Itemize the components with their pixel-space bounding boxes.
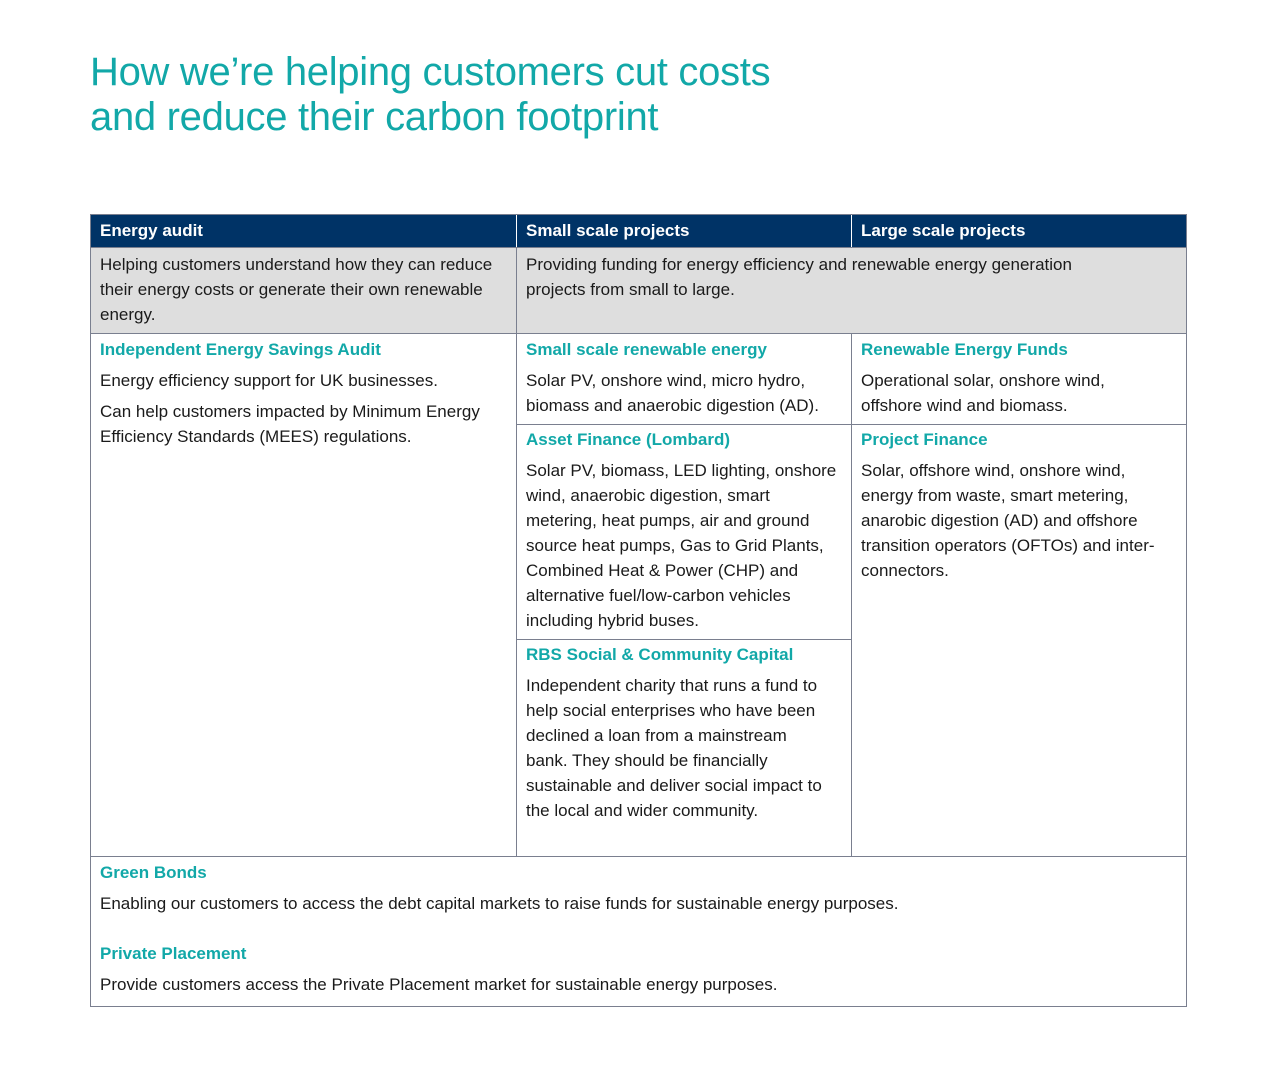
renewable-funds-title: Renewable Energy Funds [861,340,1068,359]
divider-col-1 [516,334,517,857]
audit-text-2: Can help customers impacted by Minimum Energy Efficiency Standards (MEES) regulations. [100,402,480,446]
renewable-funds-cell [852,338,1186,418]
green-bonds-text: Enabling our customers to access the debt capital markets to raise funds for sustainable energy purposes. [100,894,899,913]
audit-cell [91,338,517,449]
rbs-social-text: Independent charity that runs a fund to help social enterprises who have been declined a loan from a mainstream bank. They should be financially sustainable and deliver social impact to the local and wider community. [526,676,822,820]
asset-finance-text: Solar PV, biomass, LED lighting, onshore wind, anaerobic digestion, smart metering, heat pumps, air and ground source heat pumps, Gas to Grid Plants, Combined Heat & Power (CHP) and alternative fuel/low-carbon vehicles including hybrid buses. [526,461,837,630]
page-title-line-1: How we’re helping customers cut costs [90,50,771,94]
rbs-social-title: RBS Social & Community Capital [526,645,794,664]
project-finance-text: Solar, offshore wind, onshore wind, energy from waste, smart metering, anarobic digestion (AD) and offshore transition operators (OFTOs) and inter-connectors. [861,461,1155,580]
header-large-scale-projects: Large scale projects [852,215,1186,247]
divider-row-3 [517,639,852,640]
rbs-social-cell [517,643,852,823]
small-renewable-title: Small scale renewable energy [526,340,767,359]
asset-finance-cell [517,428,852,633]
renewable-funds-text: Operational solar, onshore wind, offshore wind and biomass. [861,371,1105,415]
intro-projects [517,247,1186,334]
page-title [90,50,770,140]
intro-energy-audit-text: Helping customers understand how they can reduce their energy costs or generate their own renewable energy. [100,255,493,324]
header-small-scale-projects: Small scale projects [517,215,852,247]
audit-text-1: Energy efficiency support for UK businesses. [100,371,438,390]
private-placement-title: Private Placement [100,944,247,963]
divider-row-2 [517,424,1186,425]
divider-col-2 [851,334,852,857]
funding-table [90,214,1187,1007]
small-renewable-cell [517,338,852,418]
private-placement-text: Provide customers access the Private Placement market for sustainable energy purposes. [100,975,778,994]
page-title-line-2: and reduce their carbon footprint [90,95,659,139]
project-finance-cell [852,428,1186,583]
bonds-placement-cell [91,861,1186,997]
header-energy-audit: Energy audit [91,215,517,247]
audit-title: Independent Energy Savings Audit [100,340,381,359]
intro-energy-audit [91,247,517,334]
divider-bottom-row [91,856,1186,857]
project-finance-title: Project Finance [861,430,988,449]
asset-finance-title: Asset Finance (Lombard) [526,430,731,449]
small-renewable-text: Solar PV, onshore wind, micro hydro, biomass and anaerobic digestion (AD). [526,371,819,415]
green-bonds-title: Green Bonds [100,863,207,882]
intro-projects-text: Providing funding for energy efficiency and renewable energy generation projects from small to large. [526,255,1072,299]
